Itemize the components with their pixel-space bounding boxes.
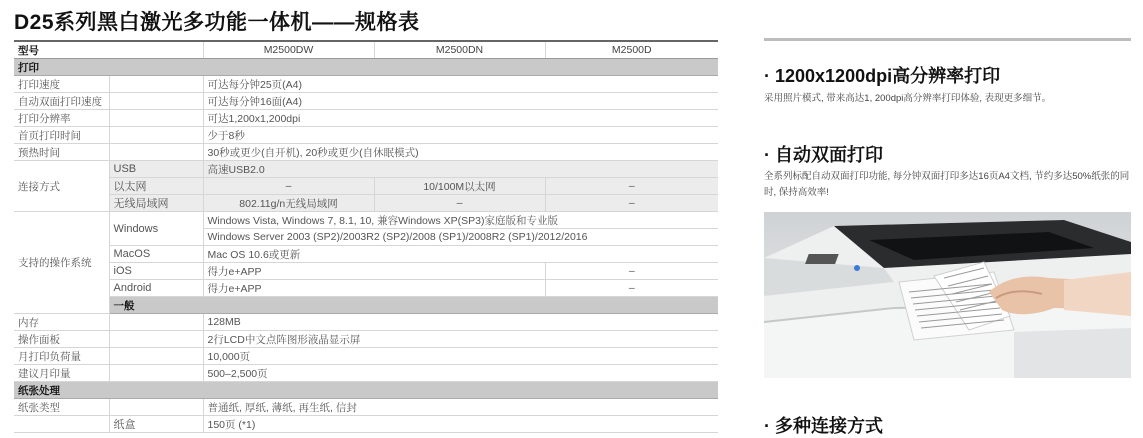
row-label: 自动双面打印速度 bbox=[14, 93, 109, 110]
row-value: 可达每分钟16面(A4) bbox=[203, 93, 718, 110]
sub-label: iOS bbox=[109, 263, 203, 280]
row-label: 首页打印时间 bbox=[14, 127, 109, 144]
row-value: 少于8秒 bbox=[203, 127, 718, 144]
row-value: 可达1,200x1,200dpi bbox=[203, 110, 718, 127]
row-label: 操作面板 bbox=[14, 331, 109, 348]
table-row bbox=[14, 314, 718, 331]
section-title: 一般 bbox=[109, 297, 718, 314]
row-value: 128MB bbox=[203, 314, 718, 331]
table-row bbox=[14, 399, 718, 416]
row-label: 纸张类型 bbox=[14, 399, 109, 416]
sub-label: Windows bbox=[109, 212, 203, 246]
table-row bbox=[14, 144, 718, 161]
row-value: 10,000页 bbox=[203, 348, 718, 365]
table-row bbox=[14, 93, 718, 110]
row-label: 打印分辨率 bbox=[14, 110, 109, 127]
row-label: 预热时间 bbox=[14, 144, 109, 161]
row-value: 普通纸, 厚纸, 薄纸, 再生纸, 信封 bbox=[203, 399, 718, 416]
table-row bbox=[14, 246, 718, 263]
table-row bbox=[14, 331, 718, 348]
table-row bbox=[14, 110, 718, 127]
table-row bbox=[14, 280, 718, 297]
cell-d: – bbox=[545, 280, 718, 297]
model-m2500dn: M2500DN bbox=[374, 41, 545, 59]
header-label: 型号 bbox=[14, 41, 203, 59]
section-print bbox=[14, 59, 718, 76]
feature-heading-duplex: · 自动双面打印 bbox=[764, 145, 883, 165]
spec-table bbox=[14, 40, 718, 433]
table-row bbox=[14, 178, 718, 195]
feature-heading-connection: · 多种连接方式 bbox=[764, 416, 883, 436]
sub-label: 以太网 bbox=[109, 178, 203, 195]
model-m2500d: M2500D bbox=[545, 41, 718, 59]
feature-text-duplex: 全系列标配自动双面打印功能, 每分钟双面打印多达16页A4文档, 节约多达50%纸张的同时, 保持高效率! bbox=[764, 171, 1130, 198]
row-value: 得力e+APP bbox=[203, 280, 545, 297]
printer-illustration bbox=[764, 212, 1131, 378]
feature-heading-resolution: · 1200x1200dpi高分辨率打印 bbox=[764, 66, 1001, 86]
sub-label: MacOS bbox=[109, 246, 203, 263]
row-value: 500–2,500页 bbox=[203, 365, 718, 382]
row-value: 2行LCD中文点阵图形液晶显示屏 bbox=[203, 331, 718, 348]
table-row bbox=[14, 416, 718, 433]
row-value: Windows Vista, Windows 7, 8.1, 10, 兼容Windows XP(SP3)家庭版和专业版 bbox=[203, 212, 718, 229]
row-value: 高速USB2.0 bbox=[203, 161, 718, 178]
cell-dn: 10/100M以太网 bbox=[374, 178, 545, 195]
table-row bbox=[14, 127, 718, 144]
sub-label: Android bbox=[109, 280, 203, 297]
sub-label: 无线局域网 bbox=[109, 195, 203, 212]
row-value: 得力e+APP bbox=[203, 263, 545, 280]
divider bbox=[764, 38, 1131, 41]
table-row bbox=[14, 348, 718, 365]
row-value: 30秒或更少(自开机), 20秒或更少(自休眠模式) bbox=[203, 144, 718, 161]
row-value: Mac OS 10.6或更新 bbox=[203, 246, 718, 263]
row-label: 月打印负荷量 bbox=[14, 348, 109, 365]
row-label: 内存 bbox=[14, 314, 109, 331]
cell-dw: – bbox=[203, 178, 374, 195]
row-label: 建议月印量 bbox=[14, 365, 109, 382]
cell-d: – bbox=[545, 195, 718, 212]
feature-text-resolution: 采用照片模式, 带来高达1, 200dpi高分辨率打印体验, 表现更多细节。 bbox=[764, 93, 1052, 104]
section-title: 纸张处理 bbox=[14, 382, 718, 399]
cell-dn: – bbox=[374, 195, 545, 212]
row-value: 150页 (*1) bbox=[203, 416, 718, 433]
sub-label: USB bbox=[109, 161, 203, 178]
row-label: 支持的操作系统 bbox=[14, 212, 109, 314]
table-row bbox=[14, 365, 718, 382]
table-header-row bbox=[14, 41, 718, 59]
model-m2500dw: M2500DW bbox=[203, 41, 374, 59]
table-row bbox=[14, 195, 718, 212]
table-row bbox=[14, 263, 718, 280]
table-row bbox=[14, 76, 718, 93]
row-value: 可达每分钟25页(A4) bbox=[203, 76, 718, 93]
section-title: 打印 bbox=[14, 59, 718, 76]
printer-photo bbox=[764, 212, 1131, 378]
row-label: 打印速度 bbox=[14, 76, 109, 93]
page-title: D25系列黑白激光多功能一体机——规格表 bbox=[14, 11, 420, 34]
section-general bbox=[14, 297, 718, 314]
section-paper bbox=[14, 382, 718, 399]
row-value: Windows Server 2003 (SP2)/2003R2 (SP2)/2008 (SP1)/2008R2 (SP1)/2012/2016 bbox=[203, 229, 718, 246]
table-row bbox=[14, 212, 718, 229]
cell-d: – bbox=[545, 178, 718, 195]
cell-d: – bbox=[545, 263, 718, 280]
cell-dw: 802.11g/n无线局域网 bbox=[203, 195, 374, 212]
row-label: 连接方式 bbox=[14, 161, 109, 212]
sub-label: 纸盒 bbox=[109, 416, 203, 433]
table-row bbox=[14, 161, 718, 178]
